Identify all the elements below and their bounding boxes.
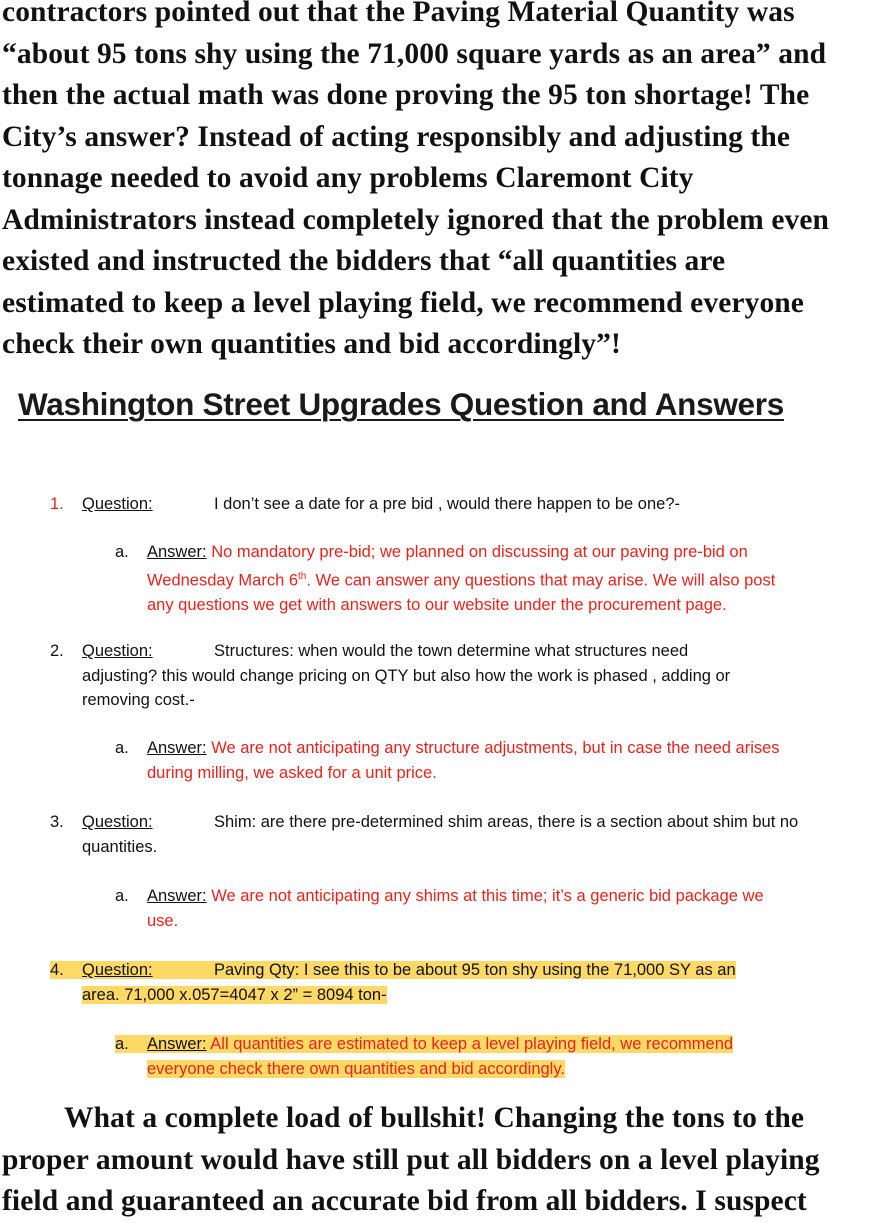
answer-label: Answer: — [147, 543, 207, 561]
question-number: 1. — [50, 495, 64, 513]
article-line: Administrators instead completely ignored that the problem even — [2, 203, 830, 236]
answer-text: All quantities are estimated to keep a level playing field, we recommend — [210, 1035, 734, 1053]
qa-item-2-question — [50, 639, 730, 713]
article-line: estimated to keep a level playing field, we recommend everyone — [2, 286, 804, 319]
qa-item-2-answer — [115, 736, 780, 785]
question-text: adjusting? this would change pricing on QTY but also how the work is phased , adding or — [82, 666, 731, 685]
article-line: “about 95 tons shy using the 71,000 square yards as an area” and — [2, 37, 827, 70]
answer-text: use. — [147, 911, 179, 930]
answer-label: Answer: — [147, 739, 207, 757]
answer-marker: a. — [115, 543, 129, 561]
embedded-qa-document — [0, 378, 880, 1083]
qa-item-4-question — [50, 958, 736, 1007]
article-line: City’s answer? Instead of acting responsibly and adjusting the — [2, 120, 791, 153]
question-number: 3. — [50, 813, 64, 831]
question-text: Structures: when would the town determine what structures need — [214, 642, 689, 660]
article-line: then the actual math was done proving the 95 ton shortage! The — [2, 79, 810, 111]
qa-item-1-answer — [115, 540, 775, 617]
article-line: proper amount would have still put all bidders on a level playing — [2, 1143, 820, 1176]
answer-text: everyone check there own quantities and bid accordingly. — [147, 1059, 565, 1078]
question-label: Question: — [82, 813, 153, 831]
article-line: existed and instructed the bidders that “all quantities are — [2, 245, 726, 277]
qa-item-3-question — [50, 810, 798, 859]
answer-marker: a. — [115, 1035, 129, 1053]
question-label: Question: — [82, 642, 153, 660]
answer-text: . We can answer any questions that may arise. We will also post — [306, 571, 776, 589]
question-text: Shim: are there pre-determined shim areas, there is a section about shim but no — [214, 813, 799, 831]
question-text: quantities. — [82, 837, 158, 856]
answer-text: any questions we get with answers to our website under the procurement page. — [147, 595, 727, 614]
question-label: Question: — [82, 495, 153, 513]
answer-marker: a. — [115, 739, 129, 757]
question-text: I don’t see a date for a pre bid , would there happen to be one?- — [214, 495, 680, 513]
question-label: Question: — [82, 961, 153, 979]
answer-text: We are not anticipating any structure adjustments, but in case the need arises — [211, 739, 780, 757]
answer-marker: a. — [115, 887, 129, 905]
qa-item-3-answer — [115, 884, 764, 933]
article-line: tonnage needed to avoid any problems Claremont City — [2, 162, 694, 194]
article-line: contractors pointed out that the Paving Material Quantity was — [2, 0, 795, 28]
qa-document-title: Washington Street Upgrades Question and Answers — [18, 386, 784, 422]
article-line: What a complete load of bullshit! Changing the tons to the — [64, 1102, 805, 1134]
answer-label: Answer: — [147, 887, 207, 905]
answer-label: Answer: — [147, 1035, 207, 1053]
article-line: field and guaranteed an accurate bid from all bidders. I suspect — [2, 1185, 807, 1217]
question-text: Paving Qty: I see this to be about 95 ton shy using the 71,000 SY as an — [214, 961, 736, 979]
question-text: area. 71,000 x.057=4047 x 2” = 8094 ton- — [82, 985, 387, 1004]
qa-item-4-answer — [115, 1032, 733, 1081]
article-line: check their own quantities and bid accordingly”! — [2, 328, 621, 360]
article-intro-paragraph — [2, 0, 880, 366]
answer-text: during milling, we asked for a unit price. — [147, 763, 437, 782]
question-number: 2. — [50, 642, 64, 660]
qa-item-1-question — [50, 492, 680, 517]
answer-text: Wednesday March 6 — [147, 571, 299, 589]
answer-superscript: th — [298, 570, 307, 582]
article-closing-paragraph — [2, 1098, 880, 1223]
question-number: 4. — [50, 961, 64, 979]
answer-text: We are not anticipating any shims at this time; it’s a generic bid package we — [211, 887, 764, 905]
question-text: removing cost.- — [82, 691, 195, 709]
answer-text: No mandatory pre-bid; we planned on discussing at our paving pre-bid on — [211, 543, 748, 561]
